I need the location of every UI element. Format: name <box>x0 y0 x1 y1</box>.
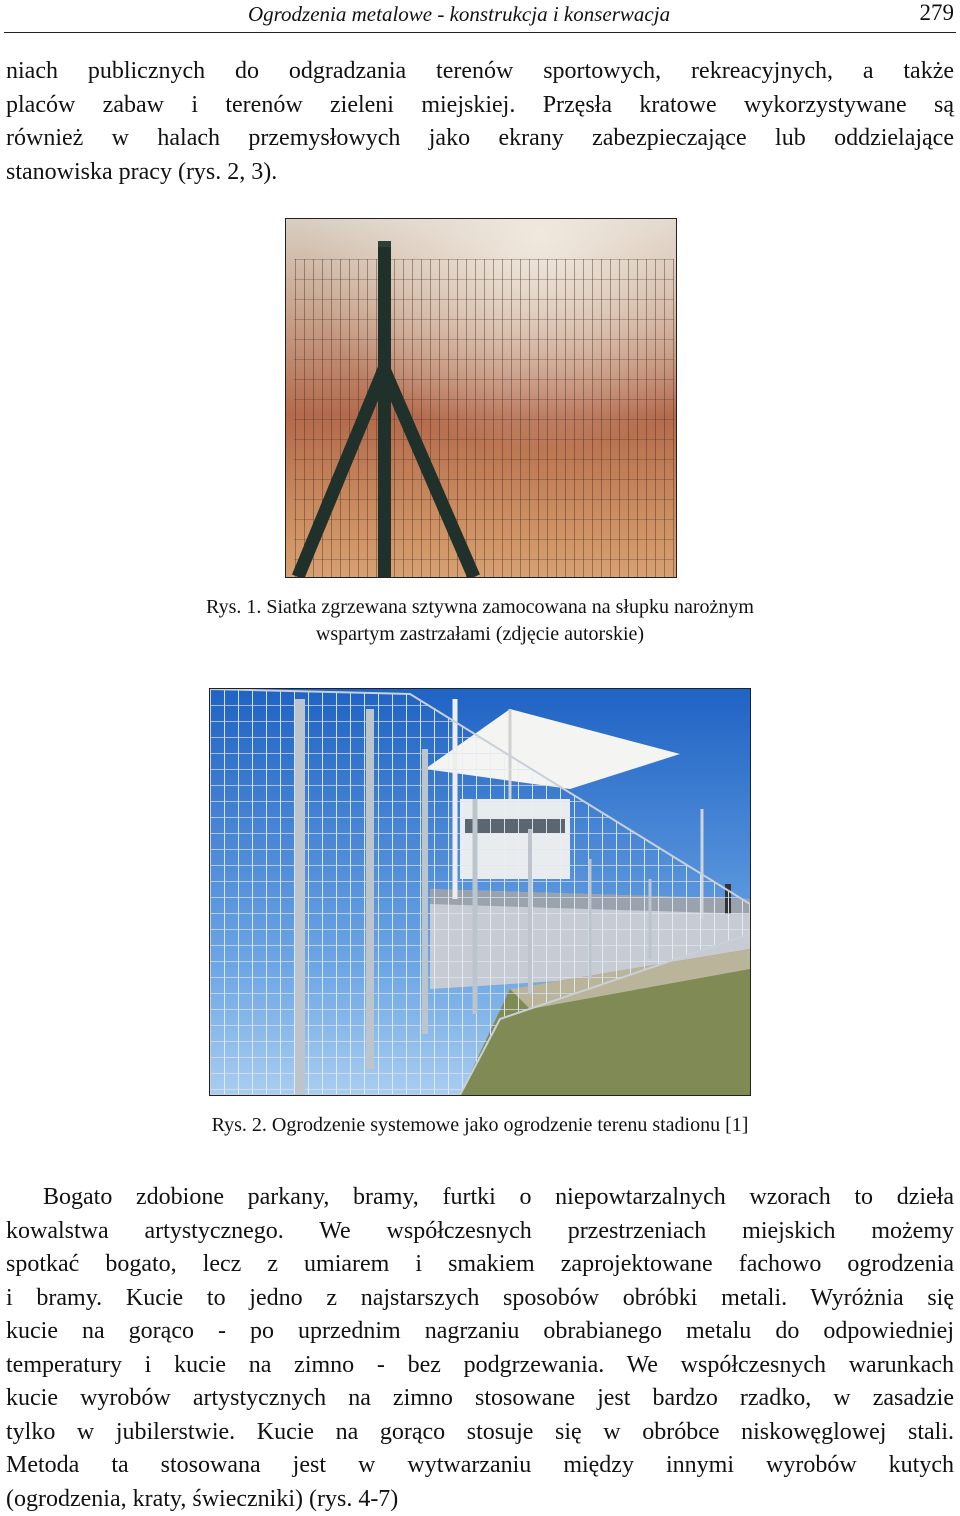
text-line: stanowiska pracy (rys. 2, 3). <box>6 156 954 190</box>
intro-paragraph <box>6 55 954 189</box>
stadium-fence-illustration <box>210 689 750 1095</box>
body-paragraph <box>6 1181 954 1516</box>
page-number: 279 <box>920 0 955 26</box>
text-line: również w halach przemysłowych jako ekrany zabezpieczające lub oddzielające <box>6 122 954 156</box>
text-line: Bogato zdobione parkany, bramy, furtki o niepowtarzalnych wzorach to dzieła <box>6 1181 954 1215</box>
text-line: temperatury i kucie na zimno - bez podgrzewania. We współczesnych warunkach <box>6 1349 954 1383</box>
mesh-fence-illustration <box>286 219 676 577</box>
text-line: i bramy. Kucie to jedno z najstarszych sposobów obróbki metali. Wyróżnia się <box>6 1282 954 1316</box>
text-line: kucie na gorąco - po uprzednim nagrzaniu obrabianego metalu do odpowiedniej <box>6 1315 954 1349</box>
running-title: Ogrodzenia metalowe - konstrukcja i konserwacja <box>248 2 670 27</box>
figure-2-caption: Rys. 2. Ogrodzenie systemowe jako ogrodzenie terenu stadionu [1] <box>120 1112 840 1139</box>
figure-1-photo <box>285 218 677 578</box>
figure-1-caption <box>160 594 800 648</box>
caption-line: wspartym zastrzałami (zdjęcie autorskie) <box>160 621 800 648</box>
text-line: kowalstwa artystycznego. We współczesnych przestrzeniach miejskich możemy <box>6 1215 954 1249</box>
text-line: (ogrodzenia, kraty, świeczniki) (rys. 4-7) <box>6 1483 954 1516</box>
header-rule <box>4 32 956 33</box>
figure-2-photo <box>209 688 751 1096</box>
text-line: kucie wyrobów artystycznych na zimno stosowane jest bardzo rzadko, w zasadzie <box>6 1382 954 1416</box>
caption-line: Rys. 1. Siatka zgrzewana sztywna zamocowana na słupku narożnym <box>160 594 800 621</box>
text-line: placów zabaw i terenów zieleni miejskiej. Przęsła kratowe wykorzystywane są <box>6 89 954 123</box>
text-line: spotkać bogato, lecz z umiarem i smakiem zaprojektowane fachowo ogrodzenia <box>6 1248 954 1282</box>
text-line: Metoda ta stosowana jest w wytwarzaniu między innymi wyrobów kutych <box>6 1449 954 1483</box>
page-header <box>0 0 960 34</box>
text-line: niach publicznych do odgradzania terenów sportowych, rekreacyjnych, a także <box>6 55 954 89</box>
text-line: tylko w jubilerstwie. Kucie na gorąco stosuje się w obróbce niskowęglowej stali. <box>6 1416 954 1450</box>
